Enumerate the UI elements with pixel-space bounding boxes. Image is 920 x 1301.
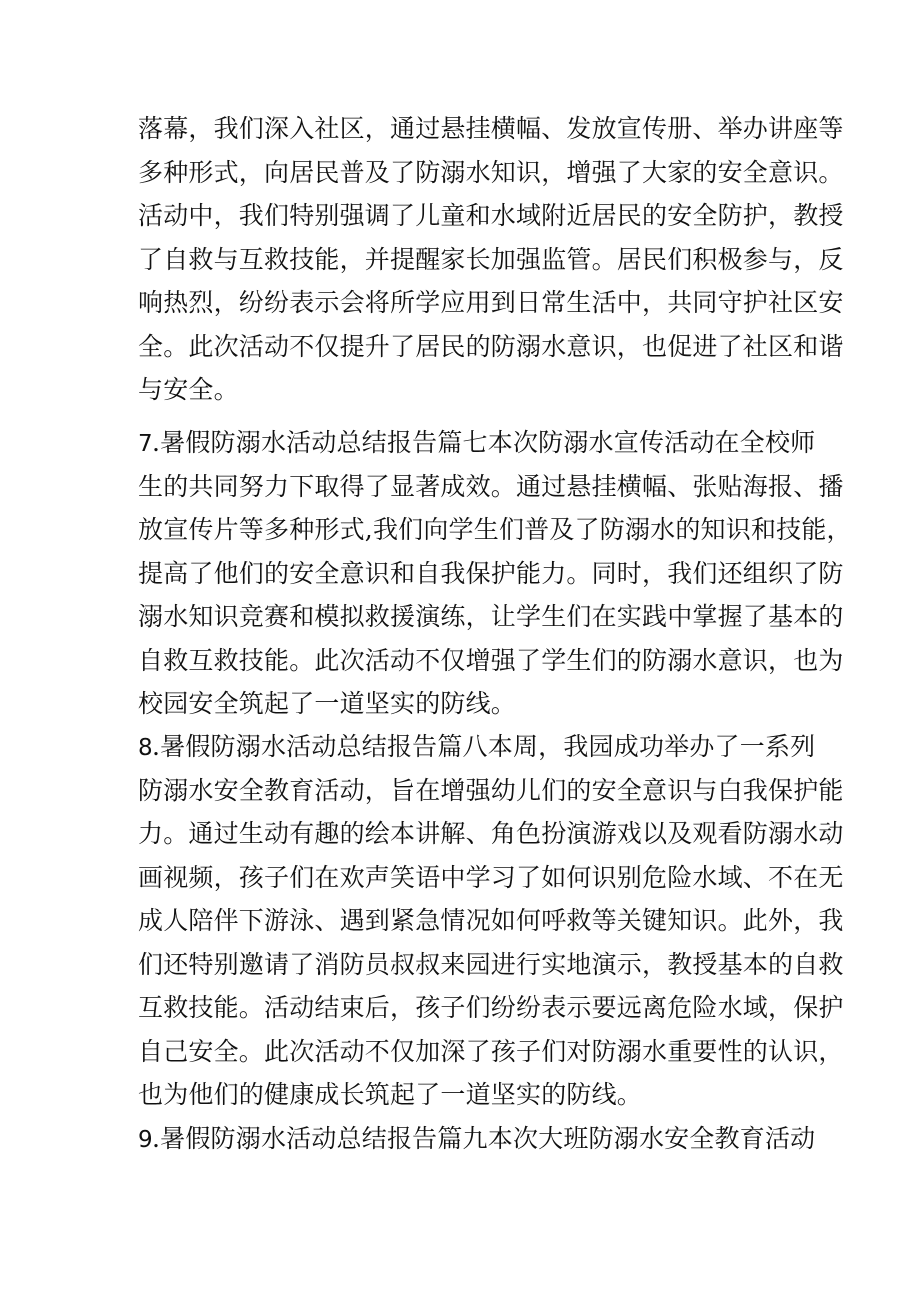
text-line: 与安全。 [138, 375, 239, 404]
paragraph-first-line: .暑假防溺水活动总结报告篇七本次防溺水宣传活动在全校师 [152, 428, 816, 457]
paragraph-heading-line [138, 421, 816, 465]
text-line: 也为他们的健康成长筑起了一道坚实的防线。 [138, 1080, 643, 1109]
text-line: 落幕，我们深入社区，通过悬挂横幅、发放宣传册、举办讲座等 [138, 114, 844, 143]
text-line: 生的共同努力下取得了显著成效。通过悬挂横幅、张贴海报、播 [138, 471, 844, 501]
paragraph-8 [138, 725, 844, 1117]
text-line: 校园安全筑起了一道坚实的防线。 [138, 689, 517, 718]
text-line: 自救互救技能。此次活动不仅增强了学生们的防溺水意识，也为 [138, 645, 844, 675]
text-line: 成人陪伴下游泳、遇到紧急情况如何呼救等关键知识。此外，我 [138, 906, 844, 935]
paragraph-first-line: .暑假防溺水活动总结报告篇九本次大班防溺水安全教育活动 [152, 1124, 816, 1153]
text-line: 多种形式，向居民普及了防溺水知识，增强了大家的安全意识。 [138, 157, 844, 187]
text-line: 响热烈，纷纷表示会将所学应用到日常生活中，共同守护社区安 [138, 288, 844, 317]
text-line: 防溺水安全教育活动，旨在增强幼儿们的安全意识与白我保护能 [138, 775, 844, 805]
text-line: 自己安全。此次活动不仅加深了孩子们对防溺水重要性的认识， [138, 1036, 844, 1066]
text-line: 放宣传片等多种形式,我们向学生们普及了防溺水的知识和技能， [138, 515, 852, 544]
paragraph-heading-line [138, 725, 816, 769]
text-line: 活动中，我们特别强调了儿童和水域附近居民的安全防护，教授 [138, 201, 844, 230]
text-line: 了自救与互救技能，并提醒家长加强监管。居民们积极参与，反 [138, 244, 844, 274]
text-line: 力。通过生动有趣的绘本讲解、角色扮演游戏以及观看防溺水动 [138, 819, 844, 848]
paragraph-7 [138, 421, 852, 726]
text-line: 全。此次活动不仅提升了居民的防溺水意识，也促进了社区和谐 [138, 331, 844, 361]
text-line: 互救技能。活动结束后，孩子们纷纷表示要远离危险水域，保护 [138, 993, 844, 1022]
paragraph-number: 9 [138, 1127, 153, 1153]
paragraph-6-continuation [138, 107, 844, 412]
paragraph-heading-line [138, 1117, 816, 1161]
text-line: 溺水知识竞赛和模拟救援演练，让学生们在实践中掌握了基本的 [138, 602, 844, 631]
paragraph-9 [138, 1117, 816, 1161]
text-line: 们还特别邀请了消防员叔叔来园进行实地演示，教授基本的自救 [138, 949, 844, 979]
text-line: 画视频，孩子们在欢声笑语中学习了如何识别危险水域、不在无 [138, 862, 844, 892]
paragraph-number: 8 [138, 735, 153, 761]
paragraph-first-line: .暑假防溺水活动总结报告篇八本周，我园成功举办了一系列 [152, 732, 816, 761]
text-line: 提高了他们的安全意识和自我保护能力。同时，我们还组织了防 [138, 558, 844, 588]
paragraph-number: 7 [138, 431, 153, 457]
